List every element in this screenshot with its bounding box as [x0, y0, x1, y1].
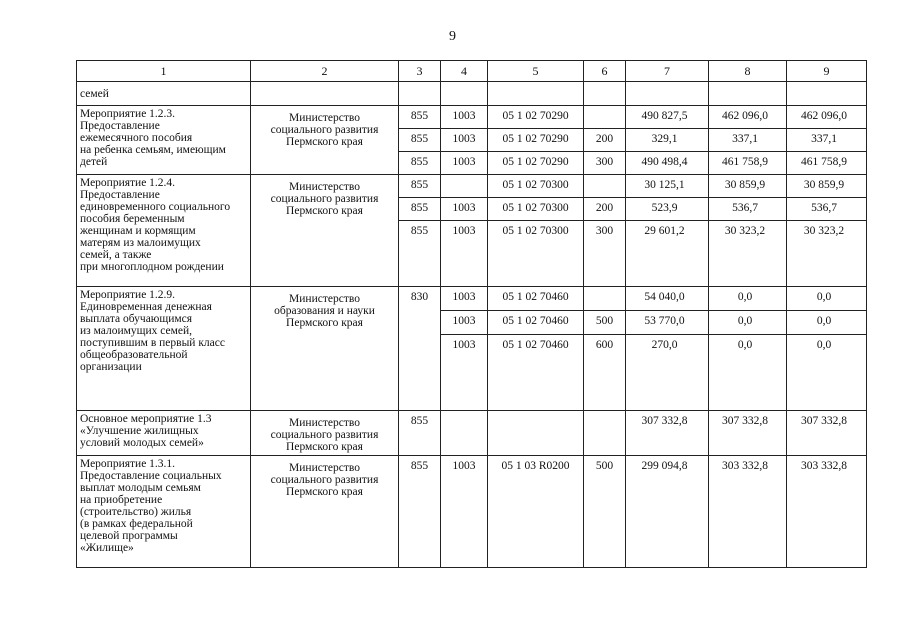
header-cell: 9 — [787, 61, 867, 82]
cell-col5: 05 1 02 70290 — [488, 106, 584, 129]
measure-name: Мероприятие 1.2.3. Предоставление ежемесячного пособия на ребенка семьям, имеющим детей — [77, 106, 251, 175]
cell-col3: 855 — [399, 411, 441, 456]
cell-col9: 462 096,0 — [787, 106, 867, 129]
cell-col8: 30 859,9 — [709, 175, 787, 198]
header-row — [77, 61, 867, 82]
cell-col7: 29 601,2 — [626, 221, 709, 287]
cell-col8: 303 332,8 — [709, 456, 787, 568]
cell-col8: 0,0 — [709, 287, 787, 311]
header-cell: 8 — [709, 61, 787, 82]
cell-col8: 337,1 — [709, 129, 787, 152]
ministry-name: Министерство социального развития Пермского края — [251, 106, 399, 175]
cell-col5: 05 1 02 70290 — [488, 129, 584, 152]
cell-col9: 303 332,8 — [787, 456, 867, 568]
cell-col5: 05 1 02 70300 — [488, 175, 584, 198]
cell-col3: 830 — [399, 287, 441, 411]
cell-col7: 523,9 — [626, 198, 709, 221]
cell-col6: 600 — [584, 335, 626, 411]
cell-col9: 30 323,2 — [787, 221, 867, 287]
cell-col9: 461 758,9 — [787, 152, 867, 175]
cell-col6 — [584, 411, 626, 456]
cell-col6: 500 — [584, 311, 626, 335]
ministry-name: Министерство образования и науки Пермского края — [251, 287, 399, 411]
table-row — [77, 287, 867, 311]
cell-col4: 1003 — [441, 152, 488, 175]
cell-col8: 536,7 — [709, 198, 787, 221]
cell-col5: 05 1 02 70290 — [488, 152, 584, 175]
header-cell: 5 — [488, 61, 584, 82]
cell-col4: 1003 — [441, 335, 488, 411]
cell-col3: 855 — [399, 198, 441, 221]
cell-col4: 1003 — [441, 287, 488, 311]
header-cell: 3 — [399, 61, 441, 82]
cell-col5: 05 1 03 R0200 — [488, 456, 584, 568]
cell-col8: 0,0 — [709, 311, 787, 335]
cell-col7: 490 498,4 — [626, 152, 709, 175]
cell-col9: 0,0 — [787, 335, 867, 411]
table-row — [77, 456, 867, 568]
cell-col8: 461 758,9 — [709, 152, 787, 175]
cell-col7: 307 332,8 — [626, 411, 709, 456]
cell-col4: 1003 — [441, 198, 488, 221]
cell-col5: 05 1 02 70460 — [488, 287, 584, 311]
cell-col8: 0,0 — [709, 335, 787, 411]
cell-col9: 337,1 — [787, 129, 867, 152]
cell-col5: 05 1 02 70460 — [488, 311, 584, 335]
cell-col7: 329,1 — [626, 129, 709, 152]
measure-name: Мероприятие 1.2.9. Единовременная денежная выплата обучающимся из малоимущих семей, поступившим в первый класс общеобразовательной организации — [77, 287, 251, 411]
cell-col3: 855 — [399, 106, 441, 129]
header-cell: 2 — [251, 61, 399, 82]
cell-col7: 490 827,5 — [626, 106, 709, 129]
cell-col8: 30 323,2 — [709, 221, 787, 287]
cell-col3: 855 — [399, 175, 441, 198]
budget-table — [76, 60, 867, 568]
page-number: 9 — [449, 29, 456, 44]
cell-col6: 200 — [584, 198, 626, 221]
table-row — [77, 411, 867, 456]
cell-col4: 1003 — [441, 221, 488, 287]
cell-col6: 300 — [584, 221, 626, 287]
cell-col6: 200 — [584, 129, 626, 152]
cell-col6 — [584, 175, 626, 198]
cell-col5: 05 1 02 70300 — [488, 221, 584, 287]
ministry-name: Министерство социального развития Пермского края — [251, 456, 399, 568]
cell-col7: 270,0 — [626, 335, 709, 411]
cell-col6: 500 — [584, 456, 626, 568]
cell-col5: 05 1 02 70300 — [488, 198, 584, 221]
measure-name: Мероприятие 1.3.1. Предоставление социальных выплат молодым семьям на приобретение (строительство) жилья (в рамках федеральной целевой программы «Жилище» — [77, 456, 251, 568]
cell-col6 — [584, 106, 626, 129]
cell-col7: 30 125,1 — [626, 175, 709, 198]
cell-col4: 1003 — [441, 311, 488, 335]
cell-col4: 1003 — [441, 106, 488, 129]
cell-col7: 299 094,8 — [626, 456, 709, 568]
cell-col9: 307 332,8 — [787, 411, 867, 456]
cell-col9: 0,0 — [787, 287, 867, 311]
cell-col8: 462 096,0 — [709, 106, 787, 129]
measure-name: Основное мероприятие 1.3 «Улучшение жилищных условий молодых семей» — [77, 411, 251, 456]
cell-col7: 54 040,0 — [626, 287, 709, 311]
cell-col5: 05 1 02 70460 — [488, 335, 584, 411]
ministry-name: Министерство социального развития Пермского края — [251, 411, 399, 456]
table-row — [77, 175, 867, 198]
measure-name: Мероприятие 1.2.4. Предоставление единовременного социального пособия беременным женщинам и кормящим матерям из малоимущих семей, а также при многоплодном рождении — [77, 175, 251, 287]
cell-col9: 0,0 — [787, 311, 867, 335]
cell-col5 — [488, 411, 584, 456]
cell-col3: 855 — [399, 221, 441, 287]
header-cell: 6 — [584, 61, 626, 82]
cell-col4: 1003 — [441, 456, 488, 568]
header-cell: 7 — [626, 61, 709, 82]
cell-col9: 30 859,9 — [787, 175, 867, 198]
cell-col6 — [584, 287, 626, 311]
ministry-name: Министерство социального развития Пермского края — [251, 175, 399, 287]
header-cell: 4 — [441, 61, 488, 82]
cell-col3: 855 — [399, 456, 441, 568]
cell-col9: 536,7 — [787, 198, 867, 221]
cell-col3: 855 — [399, 129, 441, 152]
cell-col3: 855 — [399, 152, 441, 175]
cell-col6: 300 — [584, 152, 626, 175]
continuation-row — [77, 82, 867, 106]
continuation-text: семей — [77, 82, 251, 106]
cell-col4: 1003 — [441, 129, 488, 152]
cell-col7: 53 770,0 — [626, 311, 709, 335]
cell-col8: 307 332,8 — [709, 411, 787, 456]
cell-col4 — [441, 411, 488, 456]
table-row — [77, 106, 867, 129]
header-cell: 1 — [77, 61, 251, 82]
cell-col4 — [441, 175, 488, 198]
